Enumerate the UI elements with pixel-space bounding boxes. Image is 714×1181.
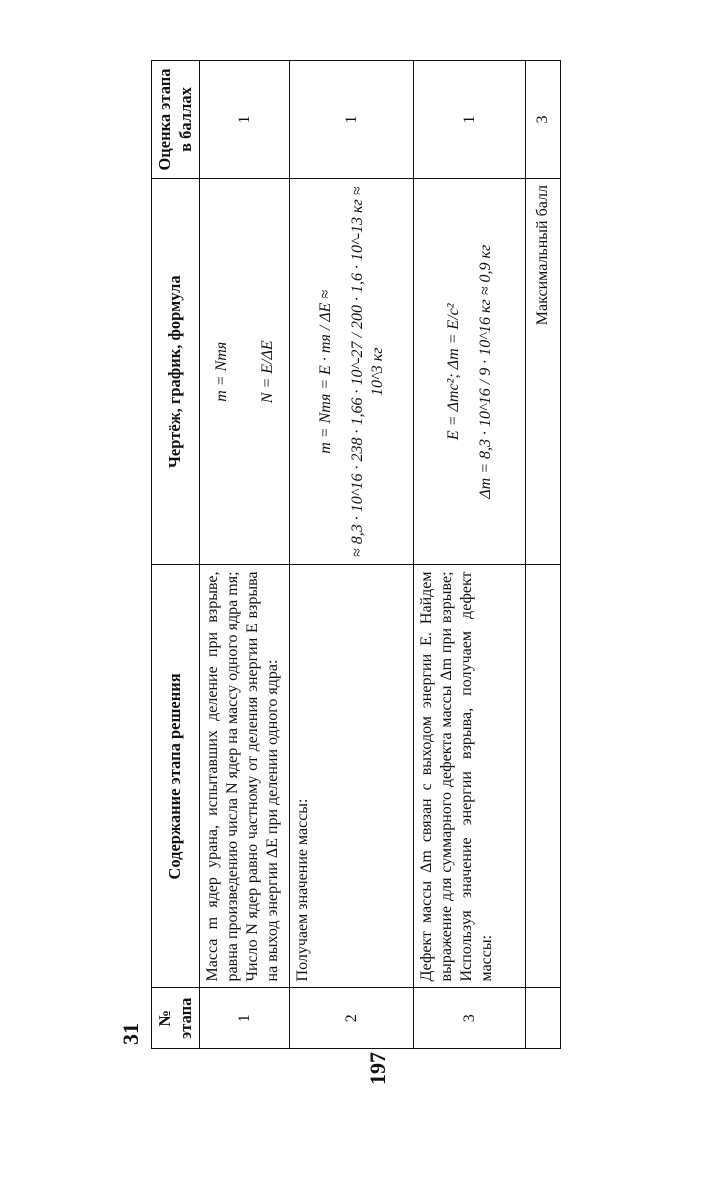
table-row (200, 61, 290, 1049)
stage-score: 1 (200, 61, 290, 179)
solution-table (151, 60, 561, 1049)
stage-formula (290, 179, 414, 565)
formula: ≈ 8,3 · 10^16 · 238 · 1,66 · 10^-27 / 200 · 1,6 · 10^-13 кг ≈ 10^3 кг (348, 186, 386, 558)
stage-score: 1 (414, 61, 526, 179)
stage-score: 1 (290, 61, 414, 179)
table-row (290, 61, 414, 1049)
header-score: Оценка этапа в баллах (152, 61, 200, 179)
problem-number: 31 (118, 1023, 143, 1045)
max-score-row (526, 61, 561, 1049)
header-formula: Чертёж, график, формула (152, 179, 200, 565)
formula: m = Nmя (212, 341, 230, 402)
stage-content: Масса m ядер урана, испытавших деление при взрыве, равна произведению числа N ядер на массу одного ядра mя; Число N ядер равно частному от деления энергии E взрыва на выход энергии ΔE при делении одного ядра: (200, 565, 290, 988)
formula: E = Δmc²; Δm = E/c² (444, 303, 462, 441)
max-score-value: 3 (526, 61, 561, 179)
stage-number: 1 (200, 988, 290, 1049)
formula: m = Nmя = E · mя / ΔE ≈ (316, 289, 334, 454)
stage-formula (414, 179, 526, 565)
stage-number: 3 (414, 988, 526, 1049)
header-content: Содержание этапа решения (152, 565, 200, 988)
formula: Δm = 8,3 · 10^16 / 9 · 10^16 кг ≈ 0,9 кг (476, 244, 494, 499)
max-score-label: Максимальный балл (526, 179, 561, 565)
header-row (152, 61, 200, 1049)
stage-formula (200, 179, 290, 565)
stage-number: 2 (290, 988, 414, 1049)
header-stage: № этапа (152, 988, 200, 1049)
formula: N = E/ΔE (258, 340, 276, 404)
page-number: 197 (365, 1052, 390, 1085)
stage-content: Получаем значение массы: (290, 565, 414, 988)
stage-content: Дефект массы Δm связан с выходом энергии E. Найдем выражение для суммарного дефекта массы Δm при взрыве; Используя значение энергии взрыва, получаем дефект массы: (414, 565, 526, 988)
table-row (414, 61, 526, 1049)
